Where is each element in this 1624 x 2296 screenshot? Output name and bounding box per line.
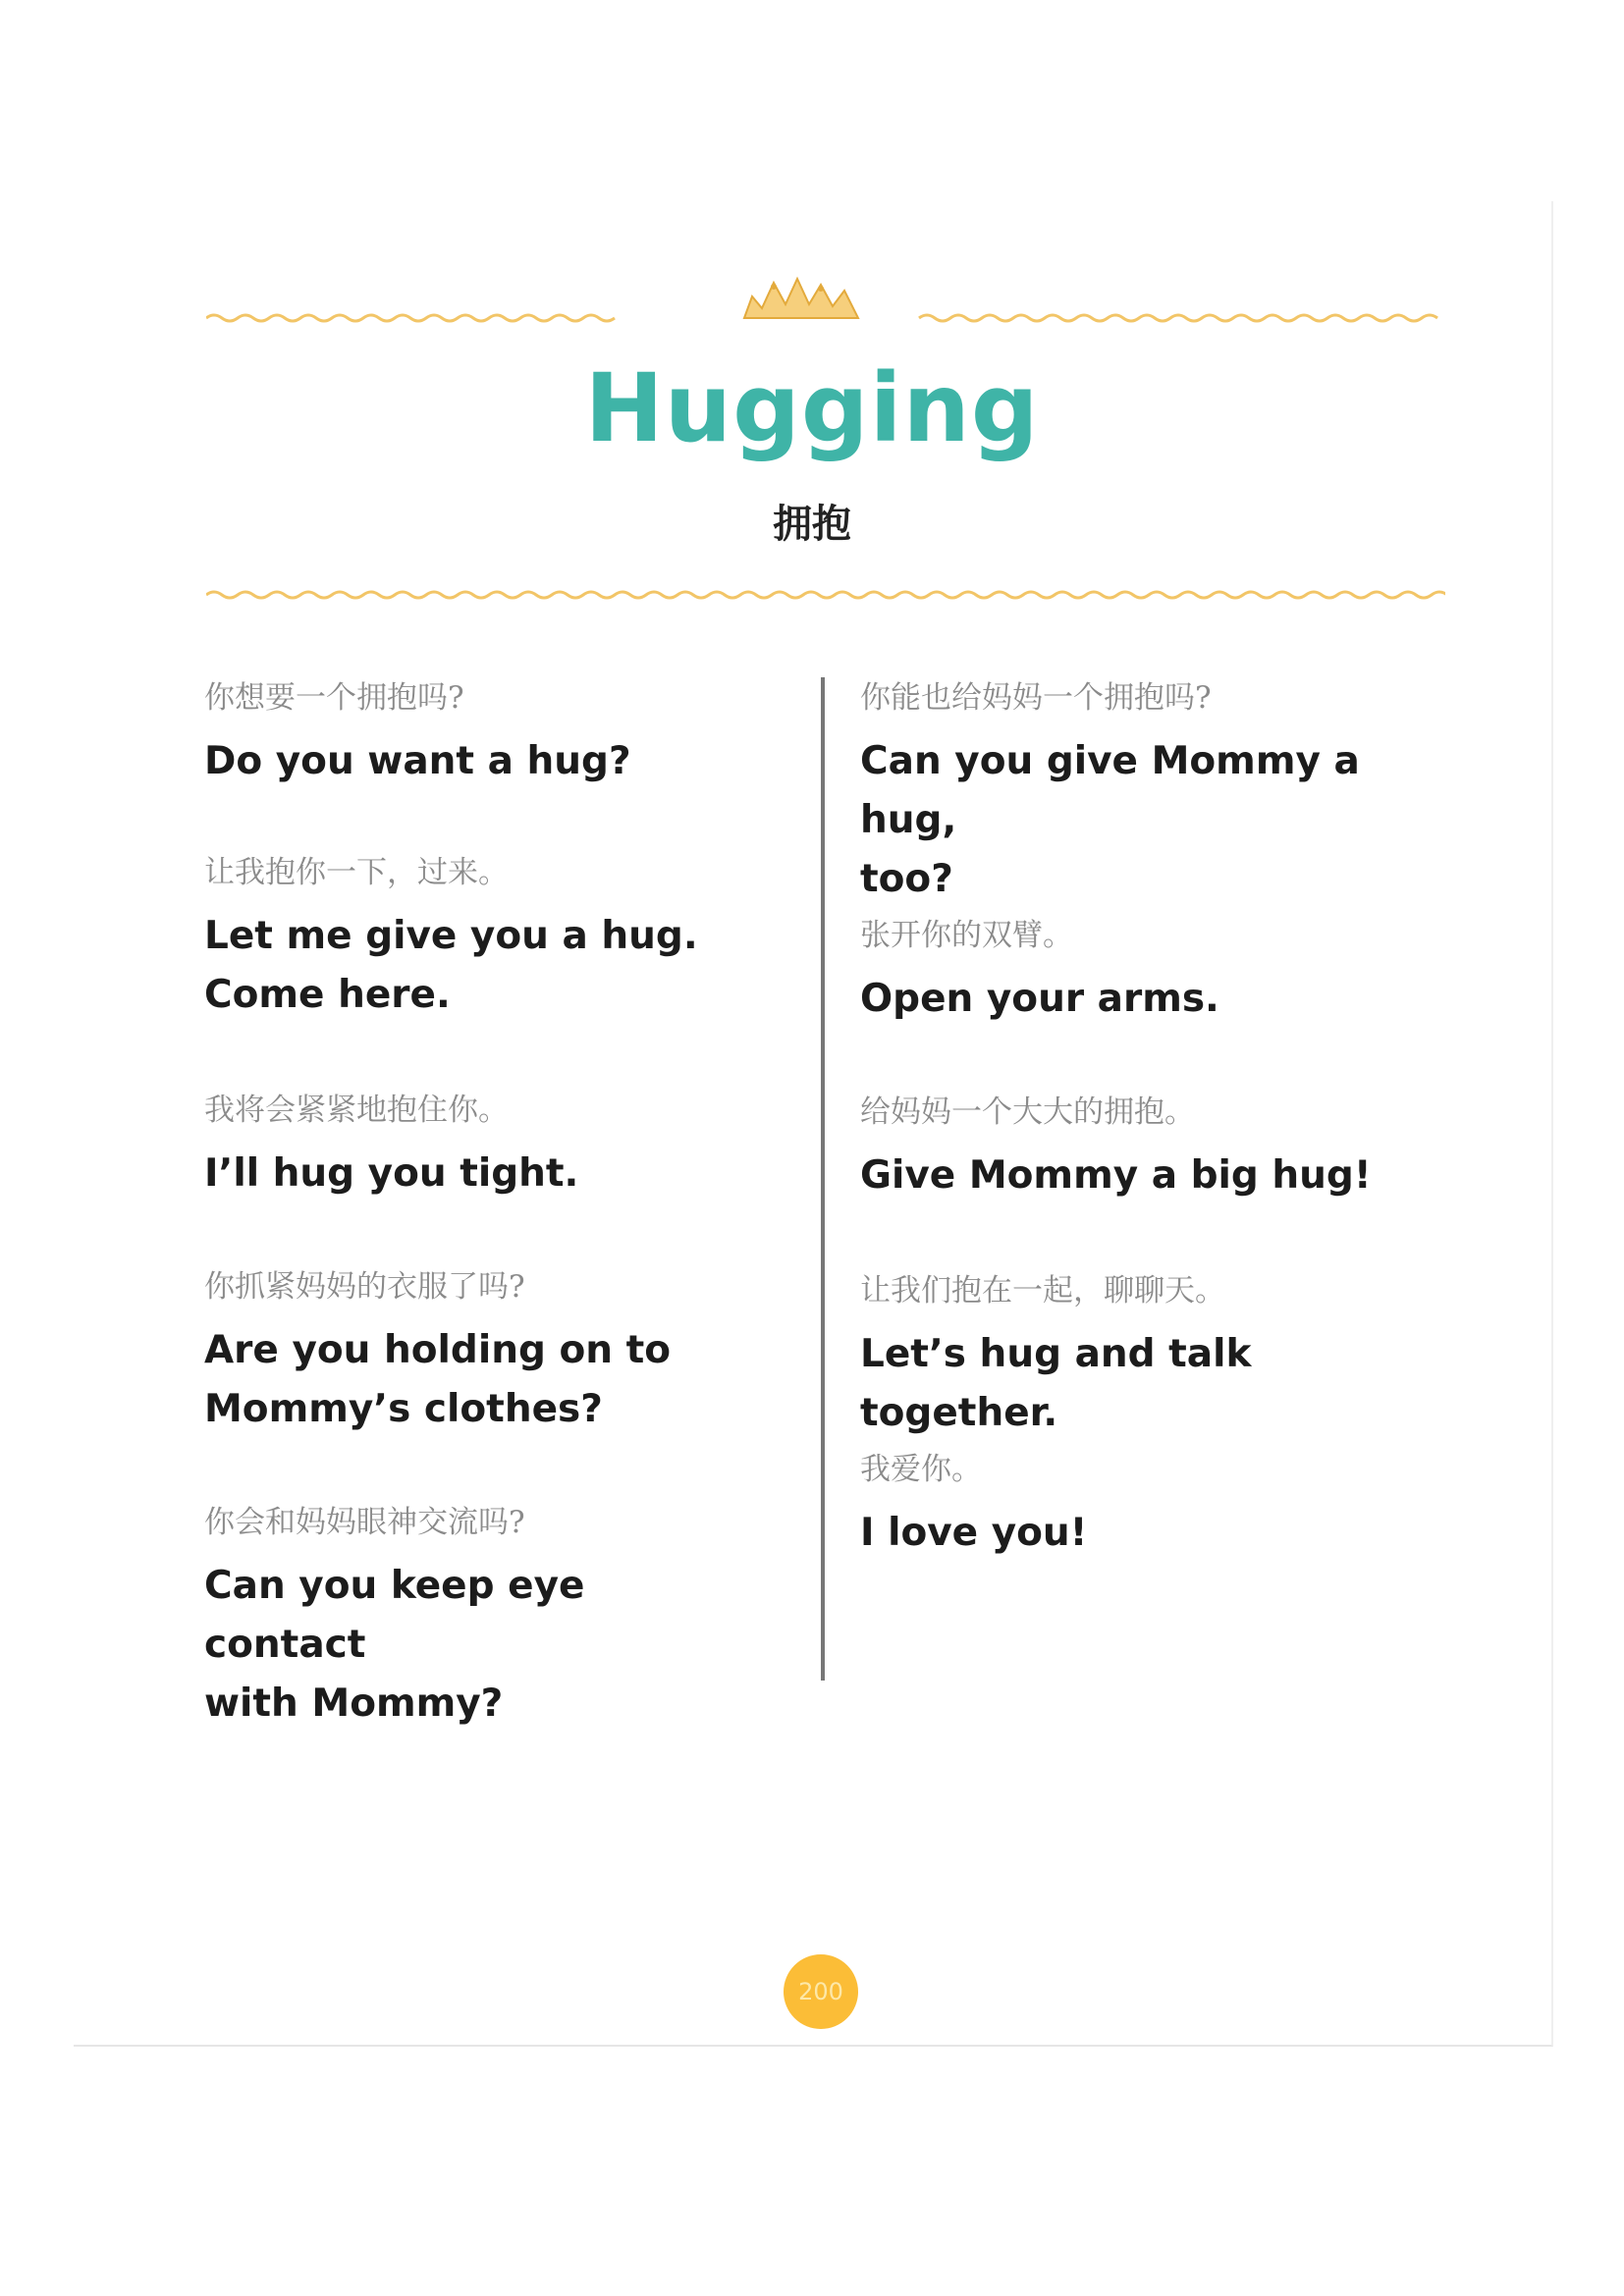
phrase-item: [204, 850, 754, 1088]
top-ornament: [206, 275, 1445, 324]
phrase-item: [860, 913, 1449, 1090]
phrase-chinese: 让我抱你一下，过来。: [204, 855, 509, 890]
phrase-english: [860, 1504, 1449, 1563]
phrase-chinese: 我将会紧紧地抱住你。: [204, 1093, 509, 1128]
crown-ornament-icon: [744, 279, 858, 318]
phrase-chinese: 你能也给妈妈一个拥抱吗?: [860, 680, 1212, 716]
phrase-english-line: with Mommy?: [204, 1682, 504, 1726]
phrase-english-line: too?: [860, 857, 953, 901]
phrase-chinese: 给妈妈一个大大的拥抱。: [860, 1095, 1195, 1130]
phrase-chinese: 张开你的双臂。: [860, 918, 1073, 953]
phrase-english-line: I love you!: [860, 1511, 1088, 1555]
page-subtitle: 拥抱: [773, 502, 851, 547]
bottom-ornament: [206, 587, 1445, 603]
phrase-item: [860, 1268, 1449, 1447]
phrase-english-line: I’ll hug you tight.: [204, 1151, 579, 1196]
phrase-english: [204, 1557, 754, 1734]
phrase-english-line: Can you give Mommy a hug,: [860, 739, 1360, 842]
page-title: Hugging: [584, 353, 1040, 463]
phrase-item: [204, 1500, 754, 1734]
phrase-item: [204, 1088, 754, 1264]
phrase-english-line: Can you keep eye contact: [204, 1564, 585, 1667]
phrase-english-line: Mommy’s clothes?: [204, 1387, 603, 1431]
phrase-english: [204, 907, 754, 1025]
page-number-badge: 200: [784, 1954, 858, 2029]
phrase-chinese: 让我们抱在一起，聊聊天。: [860, 1273, 1225, 1308]
phrase-english: [860, 970, 1449, 1029]
phrase-item: [860, 1090, 1449, 1268]
phrase-english-line: Let’s hug and talk together.: [860, 1332, 1252, 1435]
wavy-line-right-icon: [919, 315, 1437, 321]
right-phrase-column: [860, 675, 1449, 1563]
phrase-item: [204, 1264, 754, 1500]
wavy-line-icon: [206, 592, 1445, 598]
phrase-chinese: 你想要一个拥抱吗?: [204, 680, 464, 716]
phrase-english-line: Give Mommy a big hug!: [860, 1153, 1372, 1198]
phrase-chinese: 我爱你。: [860, 1452, 982, 1487]
phrase-item: [860, 1447, 1449, 1563]
phrase-english-line: Do you want a hug?: [204, 739, 631, 783]
left-phrase-column: [204, 675, 754, 1734]
phrase-english-line: Open your arms.: [860, 977, 1219, 1021]
phrase-english: [860, 1325, 1449, 1443]
phrase-english: [860, 1147, 1449, 1205]
phrase-chinese: 你抓紧妈妈的衣服了吗?: [204, 1269, 525, 1305]
phrase-item: [860, 675, 1449, 913]
phrase-english: [204, 1321, 754, 1439]
phrase-english-line: Let me give you a hug.: [204, 914, 698, 958]
phrase-english: [204, 1145, 754, 1203]
phrase-english: [860, 732, 1449, 909]
phrase-chinese: 你会和妈妈眼神交流吗?: [204, 1505, 525, 1540]
phrase-item: [204, 675, 754, 850]
wavy-line-left-icon: [206, 315, 615, 321]
phrase-english-line: Are you holding on to: [204, 1328, 672, 1372]
column-divider: [821, 677, 825, 1681]
phrase-english: [204, 732, 754, 791]
phrase-english-line: Come here.: [204, 973, 451, 1017]
